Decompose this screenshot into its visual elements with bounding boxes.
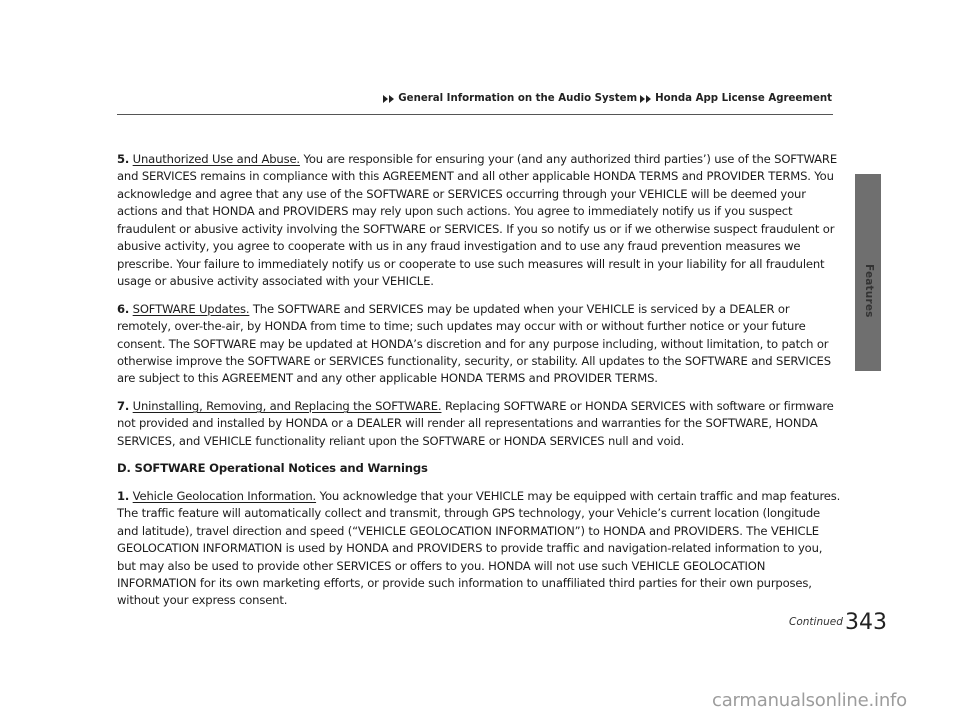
clause-title: SOFTWARE Updates. bbox=[132, 301, 250, 316]
breadcrumb bbox=[383, 93, 832, 104]
continued-label: Continued bbox=[789, 616, 843, 628]
page-content bbox=[117, 151, 844, 610]
clause-body: Replacing SOFTWARE or HONDA SERVICES with software or firmware not provided and installed by HONDA or a DEALER will render all representations and warranties for the SOFTWARE, HONDA SERVICES, and VEHICLE functionality reliant upon the SOFTWARE or HONDA SERVICES null and void. bbox=[117, 398, 834, 448]
breadcrumb-item-audio-system[interactable]: General Information on the Audio System bbox=[398, 93, 638, 104]
clause-body: The SOFTWARE and SERVICES may be updated when your VEHICLE is serviced by a DEALER or remotely, over-the-air, by HONDA from time to time; such updates may occur with or without further notice or your future consent. The SOFTWARE may be updated at HONDA’s discretion and for any purpose including, without limitation, to patch or otherwise improve the SOFTWARE or SERVICES functionality, security, or stability. All updates to the SOFTWARE and SERVICES are subject to this AGREEMENT and any other applicable HONDA TERMS and PROVIDER TERMS. bbox=[117, 301, 831, 386]
section-d-heading: D. SOFTWARE Operational Notices and Warnings bbox=[117, 461, 428, 476]
double-arrow-icon bbox=[383, 95, 395, 103]
clause-d1 bbox=[117, 488, 844, 610]
clause-body: You are responsible for ensuring your (and any authorized third parties’) use of the SOFTWARE and SERVICES remains in compliance with this AGREEMENT and all other applicable HONDA TERMS and PROVIDER TERMS. You acknowledge and agree that any use of the SOFTWARE or SERVICES occurring through your VEHICLE will be deemed your actions and that HONDA and PROVIDERS may rely upon such actions. You agree to immediately notify us if you suspect fraudulent or abusive activity involving the SOFTWARE or SERVICES. If you so notify us or if we otherwise suspect fraudulent or abusive activity, you agree to cooperate with us in any fraud investigation and to use any fraud prevention measures we prescribe. Your failure to immediately notify us or cooperate to use such measures will result in your liability for all fraudulent usage or abusive activity associated with your VEHICLE. bbox=[117, 152, 837, 289]
clause-title: Unauthorized Use and Abuse. bbox=[132, 152, 300, 166]
double-arrow-icon bbox=[640, 95, 652, 103]
features-label: Features bbox=[863, 264, 875, 318]
page-number: 343 bbox=[845, 610, 887, 635]
clause-5 bbox=[117, 151, 844, 291]
header-divider bbox=[117, 114, 833, 115]
section-tab-label bbox=[856, 264, 882, 394]
watermark: carmanualsonline.info bbox=[712, 690, 907, 711]
clause-7 bbox=[117, 398, 844, 450]
clause-body: You acknowledge that your VEHICLE may be equipped with certain traffic and map features. The traffic feature will automatically collect and transmit, through GPS technology, your Vehicle’s current location (longitude and latitude), travel direction and speed (“VEHICLE GEOLOCATION INFORMATION”) to HONDA and PROVIDERS. The VEHICLE GEOLOCATION INFORMATION is used by HONDA and PROVIDERS to provide traffic and navigation-related information to you, but may also be used to provide other SERVICES or offers to you. HONDA will not use such VEHICLE GEOLOCATION INFORMATION for its own marketing efforts, or provide such information to unaffiliated third parties for their own purposes, without your express consent. bbox=[117, 488, 841, 608]
clause-title: Vehicle Geolocation Information. bbox=[132, 488, 317, 503]
clause-number: 1. bbox=[117, 488, 130, 503]
breadcrumb-item-license-agreement[interactable]: Honda App License Agreement bbox=[655, 93, 832, 104]
clause-number: 5. bbox=[117, 152, 130, 166]
clause-6 bbox=[117, 301, 844, 388]
clause-number: 6. bbox=[117, 301, 130, 316]
clause-title: Uninstalling, Removing, and Replacing the SOFTWARE. bbox=[132, 398, 442, 413]
clause-number: 7. bbox=[117, 398, 130, 413]
